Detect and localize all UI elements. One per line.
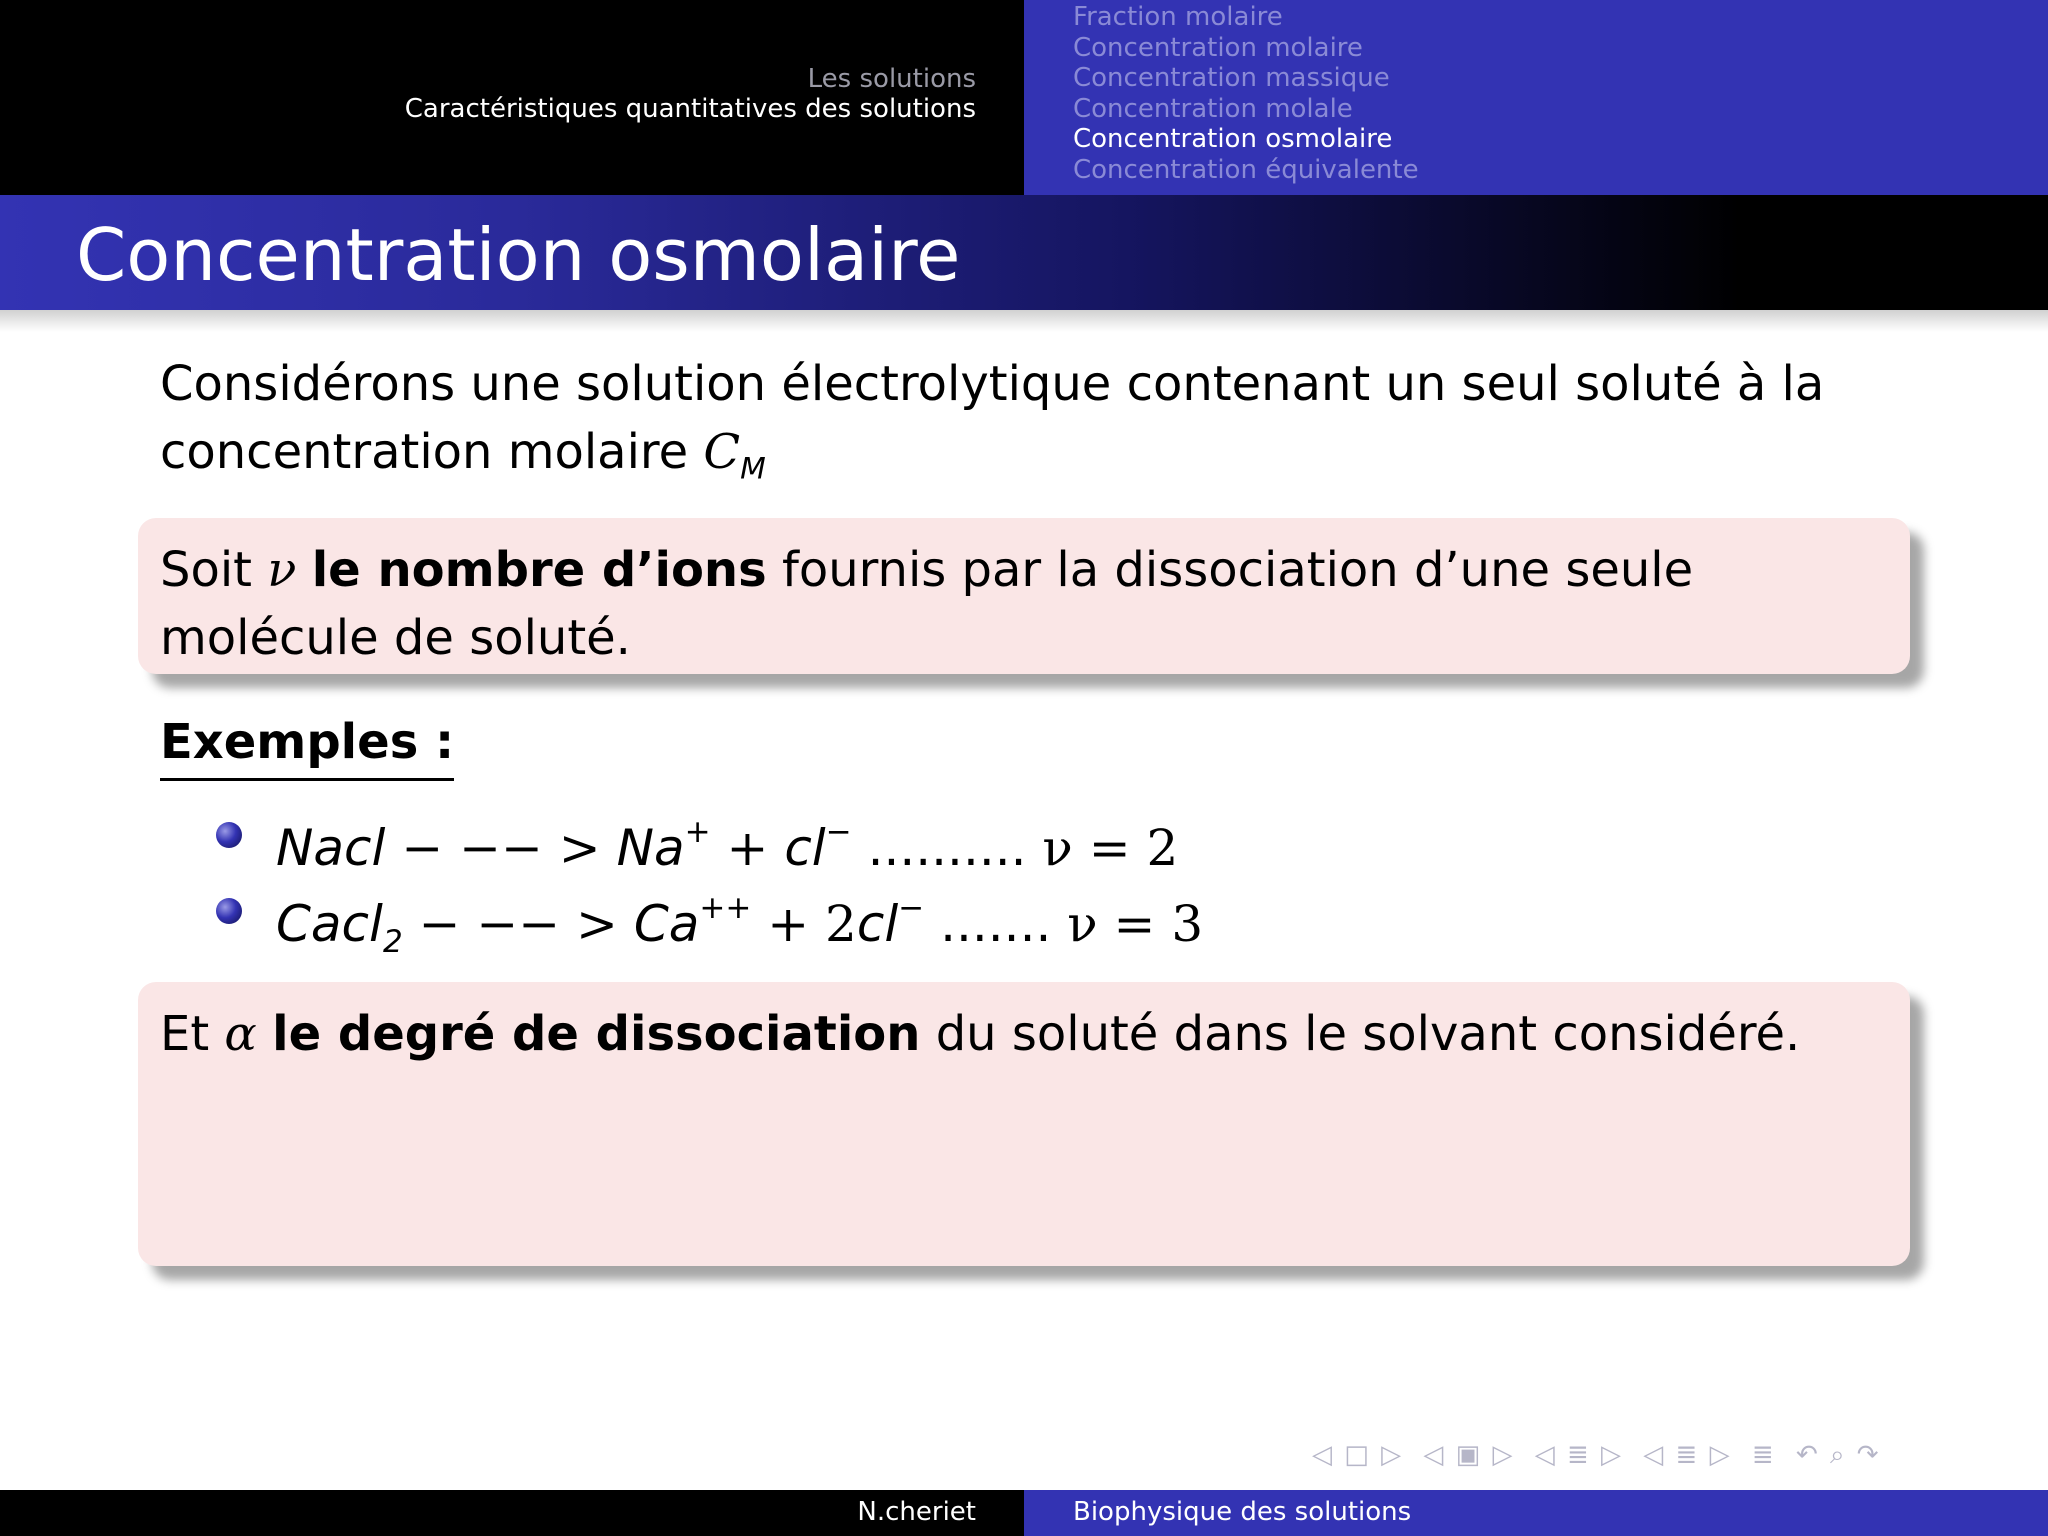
examples-title: Exemples : <box>160 712 454 781</box>
toc-item-concentration-equivalente[interactable]: Concentration équivalente <box>1073 154 1419 185</box>
footer-right <box>1024 1490 2048 1536</box>
intro-paragraph <box>160 350 1980 503</box>
intro-symbol-sub: M <box>740 451 766 487</box>
header-section[interactable]: Les solutions <box>807 64 976 94</box>
example-item <box>216 870 1204 961</box>
footer-author: N.cheriet <box>857 1497 976 1527</box>
footer-left <box>0 1490 1024 1536</box>
nav-search-icon[interactable]: ↶ ⌕ ↷ <box>1795 1440 1881 1470</box>
intro-text: Considérons une solution électrolytique contenant un seul soluté à la concentration molaire <box>160 356 1825 480</box>
alpha-symbol: α <box>224 1006 257 1062</box>
definition-block-alpha <box>138 982 1910 1266</box>
header-toc <box>1024 0 2048 195</box>
nu-value: ν = 2 <box>1042 819 1179 878</box>
example-formula: Cacl$_2$ − −− > Ca++ + 2cl− ....... ν = 3 <box>276 890 1204 961</box>
nav-toc-icon[interactable]: ≣ <box>1751 1440 1776 1470</box>
toc-item-concentration-osmolaire[interactable]: Concentration osmolaire <box>1073 124 1393 154</box>
header-subsection[interactable]: Caractéristiques quantitatives des solutions <box>404 94 976 124</box>
title-shadow <box>0 310 2048 332</box>
toc-item-concentration-molaire[interactable]: Concentration molaire <box>1073 32 1363 63</box>
footer-course: Biophysique des solutions <box>1073 1497 1412 1527</box>
nav-subsection-icon[interactable]: ◁ ▣ ▷ <box>1423 1440 1515 1470</box>
block1-bold: le nombre d’ions <box>311 542 767 598</box>
block2-prefix: Et <box>160 1006 210 1062</box>
bullet-icon <box>216 822 242 848</box>
slide-title: Concentration osmolaire <box>76 213 961 297</box>
beamer-nav <box>1312 1440 1891 1480</box>
nav-section-icon[interactable]: ◁ ≣ ▷ <box>1534 1440 1624 1470</box>
examples-list <box>216 794 1204 961</box>
block1-prefix: Soit <box>160 542 252 598</box>
example-item <box>216 794 1203 878</box>
definition-block-nu <box>138 518 1910 674</box>
nav-part-icon[interactable]: ◁ ≣ ▷ <box>1643 1440 1732 1470</box>
intro-symbol: C <box>703 424 741 480</box>
toc-item-concentration-massique[interactable]: Concentration massique <box>1073 63 1390 93</box>
toc-item-concentration-molale[interactable]: Concentration molale <box>1073 93 1353 124</box>
nu-value: ν = 3 <box>1067 895 1204 954</box>
block2-rest: du soluté dans le solvant considéré. <box>935 1006 1801 1062</box>
toc-item-fraction-molaire[interactable]: Fraction molaire <box>1073 2 1283 32</box>
bullet-icon <box>216 898 242 924</box>
title-bar <box>0 195 2048 310</box>
nav-frame-icon[interactable]: ◁ □ ▷ <box>1312 1440 1404 1470</box>
block1-rest: fournis par la dissociation d’une seule molécule de soluté. <box>160 542 1694 666</box>
header-left <box>0 0 1024 195</box>
block2-bold: le degré de dissociation <box>272 1006 921 1062</box>
nu-symbol: ν <box>267 542 297 598</box>
example-formula: Nacl − −− > Na+ + cl− .......... ν = 2 <box>276 814 1179 878</box>
